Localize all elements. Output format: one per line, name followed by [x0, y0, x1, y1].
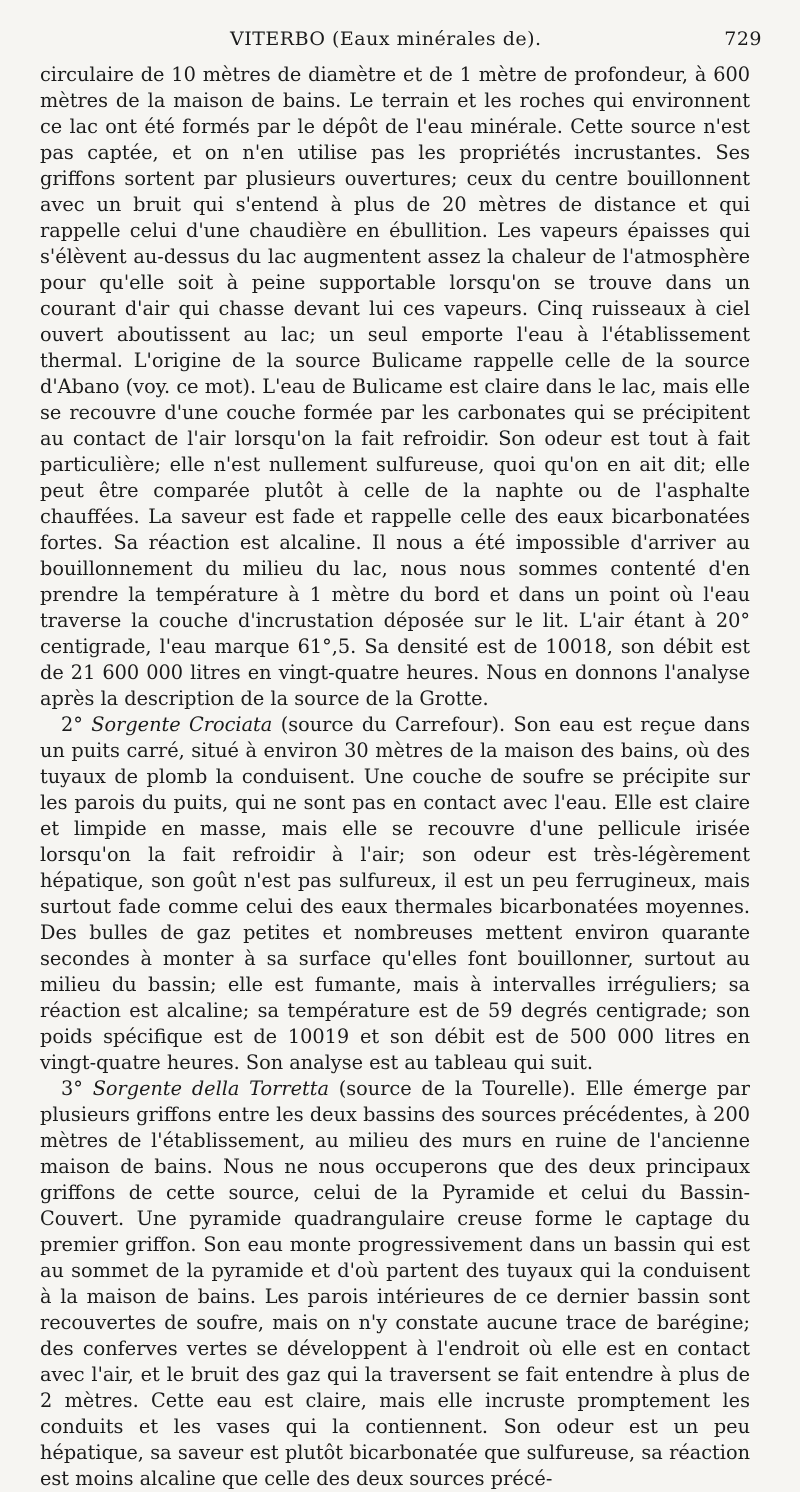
paragraph-bulicame-continued: circulaire de 10 mètres de diamètre et de 1 mètre de profondeur, à 600 mètres de la maison de bains. Le terrain et les roches qui environnent ce lac ont été formés par le dépôt de l'eau minérale. Cette source n'est pas captée, et on n'en utilise pas les propriétés incrustantes. Ses griffons sortent par plusieurs ouvertures; ceux du centre bouillonnent avec un bruit qui s'entend à plus de 20 mètres de distance et qui rappelle celui d'une chaudière en ébullition. Les vapeurs épaisses qui s'élèvent au-dessus du lac augmentent assez la chaleur de l'atmosphère pour qu'elle soit à peine supportable lorsqu'on se trouve dans un courant d'air qui chasse devant lui ces vapeurs. Cinq ruisseaux à ciel ouvert aboutissent au lac; un seul emporte l'eau à l'établissement thermal. L'origine de la source Bulicame rappelle celle de la source d'Abano (voy. ce mot). L'eau de Bulicame est claire dans le lac, mais elle se recouvre d'une couche formée par les carbonates qui se précipitent au contact de l'air lorsqu'on la fait refroidir. Son odeur est tout à fait particulière; elle n'est nullement sulfureuse, quoi qu'on en ait dit; elle peut être comparée plutôt à celle de la naphte ou de l'asphalte chauffées. La saveur est fade et rappelle celle des eaux bicarbonatées fortes. Sa réaction est alcaline. Il nous a été impossible d'arriver au bouillonnement du milieu du lac, nous nous sommes contenté d'en prendre la température à 1 mètre du bord et dans un point où l'eau traverse la couche d'incrustation déposée sur le lit. L'air étant à 20° centigrade, l'eau marque 61°,5. Sa densité est de 10018, son débit est de 21 600 000 litres en vingt-quatre heures. Nous en donnons l'analyse après la description de la source de la Grotte.: [40, 63, 750, 710]
running-header: [40, 28, 762, 62]
source-name: Sorgente della Torretta: [92, 1077, 329, 1100]
page-number: 729: [724, 28, 762, 50]
paragraph-sorgente-crociata: [40, 712, 750, 1076]
source-name: Sorgente Crociata: [91, 713, 273, 736]
paragraph-text: (source de la Tourelle). Elle émerge par plusieurs griffons entre les deux bassins des sources précédentes, à 200 mètres de l'établissement, au milieu des murs en ruine de l'ancienne maison de bains. Nous ne nous occuperons que des deux principaux griffons de cette source, celui de la Pyramide et celui du Bassin-Couvert. Une pyramide quadrangulaire creuse forme le captage du premier griffon. Son eau monte progressivement dans un bassin qui est au sommet de la pyramide et d'où partent des tuyaux qui la conduisent à la maison de bains. Les parois intérieures de ce dernier bassin sont recouvertes de soufre, mais on n'y constate aucune trace de barégine; des conferves vertes se développent à l'endroit où elle est en contact avec l'air, et le bruit des gaz qui la traversent se fait entendre à plus de 2 mètres. Cette eau est claire, mais elle incruste promptement les conduits et les vases qui la contiennent. Son odeur est un peu hépatique, sa saveur est plutôt bicarbonatée que sulfureuse, sa réaction est moins alcaline que celle des deux sources précé-: [40, 1077, 750, 1490]
paragraph-text: (source du Carrefour). Son eau est reçue dans un puits carré, situé à environ 30 mètres de la maison des bains, où des tuyaux de plomb la conduisent. Une couche de soufre se précipite sur les parois du puits, qui ne sont pas en contact avec l'eau. Elle est claire et limpide en masse, mais elle se recouvre d'une pellicule irisée lorsqu'on la fait refroidir à l'air; son odeur est très-légèrement hépatique, son goût n'est pas sulfureux, il est un peu ferrugineux, mais surtout fade comme celui des eaux thermales bicarbonatées moyennes. Des bulles de gaz petites et nombreuses mettent environ quarante secondes à monter à sa surface qu'elles font bouillonner, surtout au milieu du bassin; elle est fumante, mais à intervalles irréguliers; sa réaction est alcaline; sa température est de 59 degrés centigrade; son poids spécifique est de 10019 et son débit est de 500 000 litres en vingt-quatre heures. Son analyse est au tableau qui suit.: [40, 713, 750, 1074]
body-text: [40, 62, 750, 1492]
section-number: 2°: [61, 713, 83, 736]
section-number: 3°: [61, 1077, 83, 1100]
paragraph-sorgente-torretta: [40, 1076, 750, 1492]
header-title: VITERBO (Eaux minérales de).: [230, 28, 542, 50]
